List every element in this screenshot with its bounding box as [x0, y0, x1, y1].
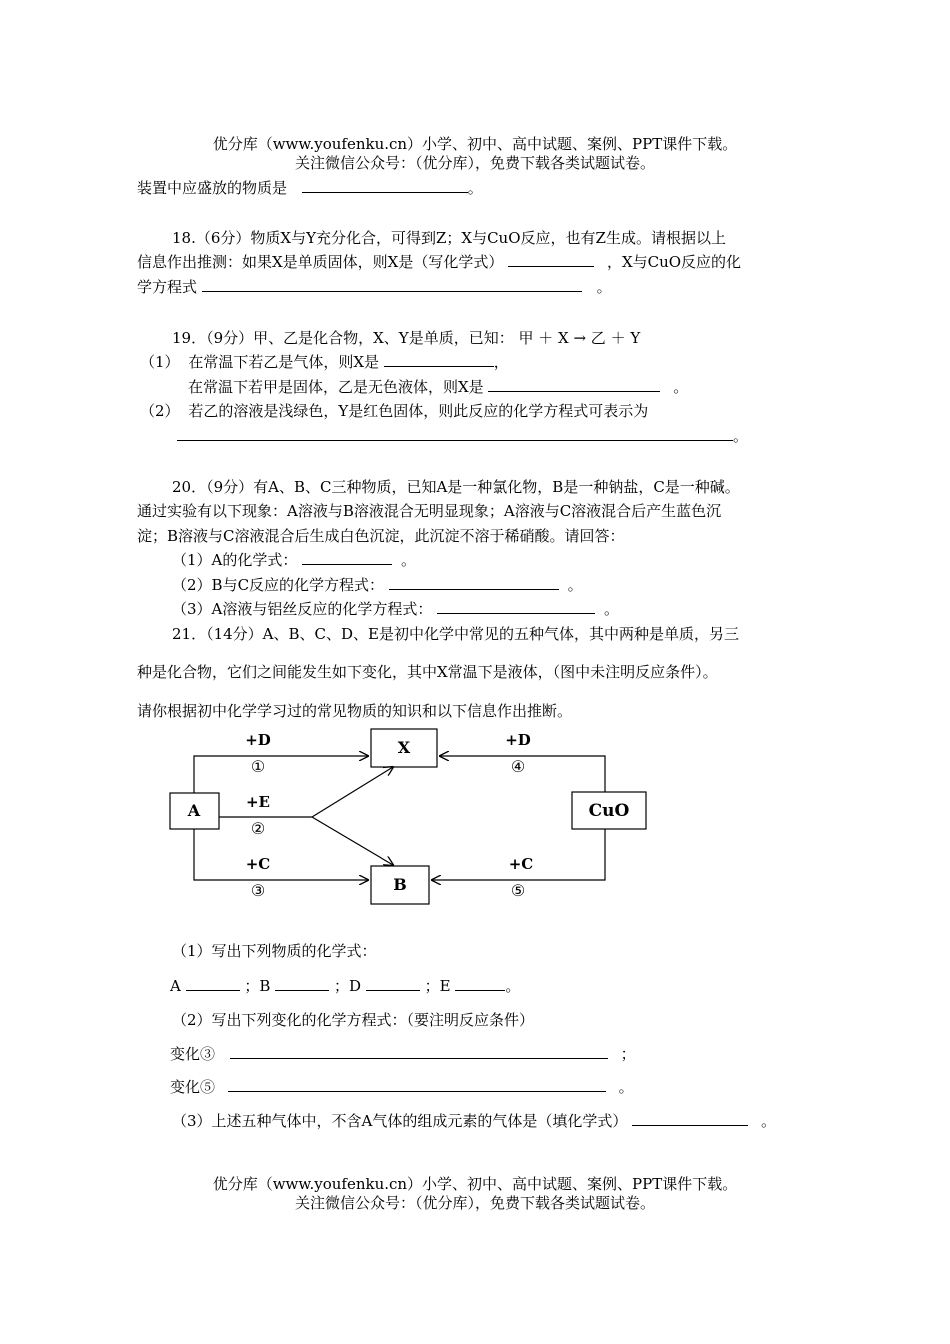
change3-end: ； — [620, 1045, 636, 1063]
reagent-2: +E — [245, 793, 271, 811]
box-x-label: X — [397, 738, 411, 757]
q20-line2: 通过实验有以下现象：A溶液与B溶液混合无明显现象；A溶液与C溶液混合后产生蓝色沉 — [137, 502, 722, 520]
q19-p2-text: 若乙的溶液是浅绿色，Y是红色固体，则此反应的化学方程式可表示为 — [188, 402, 649, 420]
reagent-5: +C — [508, 855, 534, 873]
fill-d-label: ；D — [334, 977, 362, 995]
change5-end: 。 — [618, 1078, 634, 1096]
q21-s3-end: 。 — [760, 1112, 776, 1130]
q19-p1b-end: 。 — [673, 378, 689, 396]
q21-fill-row — [170, 976, 520, 996]
reagent-3: +C — [245, 855, 271, 873]
fill-end: 。 — [505, 977, 521, 995]
page-header-line1: 优分库（www.youfenku.cn）小学、初中、高中试题、案例、PPT课件下载。 — [212, 135, 738, 153]
q19-line1: 19．（9分）甲、乙是化合物，X、Y是单质，已知： 甲 ＋ X → 乙 ＋ Y — [172, 329, 641, 347]
arrow-a-to-b — [194, 829, 368, 880]
q19-p1a-text: 在常温下若乙是气体，则X是 — [188, 353, 380, 371]
arrow-split-to-x — [312, 767, 393, 817]
q19-p1a-end: ， — [493, 353, 509, 371]
q20-s2-text: （2）B与C反应的化学方程式： — [172, 576, 385, 594]
answer-blank[interactable] — [455, 976, 505, 991]
q18-line2b: ，X与CuO反应的化 — [606, 253, 742, 271]
page-header-line2: 关注微信公众号：（优分库），免费下载各类试题试卷。 — [294, 154, 655, 172]
answer-blank[interactable] — [228, 1077, 606, 1092]
box-b-label: B — [393, 875, 407, 894]
q17-tail-text: 装置中应盛放的物质是 — [137, 179, 288, 197]
q20-s1-end: 。 — [400, 551, 416, 569]
q19-p2-end: 。 — [733, 427, 749, 445]
q21-line1: 21．（14分）A、B、C、D、E是初中化学中常见的五种气体，其中两种是单质，另三 — [172, 625, 739, 643]
step-5: ⑤ — [510, 881, 526, 900]
q21-change3 — [170, 1044, 636, 1064]
q21-s3-text: （3）上述五种气体中，不含A气体的组成元素的气体是（填化学式） — [172, 1112, 628, 1130]
arrow-a-to-x — [194, 756, 368, 793]
fill-a-label: A — [170, 977, 181, 995]
step-3: ③ — [250, 881, 266, 900]
fill-e-label: ；E — [424, 977, 451, 995]
q20-s3-text: （3）A溶液与铝丝反应的化学方程式： — [172, 600, 433, 618]
q19-p1b-text: 在常温下若甲是固体，乙是无色液体，则X是 — [188, 378, 484, 396]
answer-blank[interactable] — [275, 976, 329, 991]
q20-line3: 淀；B溶液与C溶液混合后生成白色沉淀，此沉淀不溶于稀硝酸。请回答： — [137, 527, 625, 545]
q21-change5 — [170, 1077, 634, 1097]
reagent-1: +D — [245, 731, 271, 749]
page-footer-line1: 优分库（www.youfenku.cn）小学、初中、高中试题、案例、PPT课件下载。 — [212, 1175, 738, 1193]
reagent-4: +D — [505, 731, 531, 749]
q17-tail-end: 。 — [467, 179, 483, 197]
q20-s3-end: 。 — [603, 600, 619, 618]
q18-line3a: 学方程式 — [137, 278, 198, 296]
q21-line2: 种是化合物，它们之间能发生如下变化，其中X常温下是液体，（图中未注明反应条件）。 — [137, 663, 718, 681]
page-footer-line2: 关注微信公众号：（优分库），免费下载各类试题试卷。 — [294, 1194, 655, 1212]
step-1: ① — [250, 757, 266, 776]
arrow-split-to-b — [312, 817, 393, 865]
answer-blank[interactable] — [632, 1111, 748, 1126]
change5-label: 变化⑤ — [170, 1078, 216, 1096]
q20-line1: 20．（9分）有A、B、C三种物质，已知A是一种氯化物，B是一种钠盐，C是一种碱。 — [172, 478, 740, 496]
answer-blank[interactable] — [366, 976, 420, 991]
step-4: ④ — [510, 757, 526, 776]
q20-s2-end: 。 — [567, 576, 583, 594]
q18-line1: 18.（6分）物质X与Y充分化合，可得到Z；X与CuO反应，也有Z生成。请根据以上 — [172, 229, 726, 247]
change3-label: 变化③ — [170, 1045, 216, 1063]
q19-p1-num: （1） — [140, 353, 180, 371]
q21-s2: （2）写出下列变化的化学方程式：（要注明反应条件） — [172, 1011, 535, 1029]
q18-line2a: 信息作出推测：如果X是单质固体，则X是（写化学式） — [137, 253, 504, 271]
answer-blank[interactable] — [186, 976, 240, 991]
fill-b-label: ；B — [244, 977, 271, 995]
q21-line3: 请你根据初中化学学习过的常见物质的知识和以下信息作出推断。 — [137, 702, 573, 720]
step-2: ② — [250, 819, 266, 838]
q21-s1: （1）写出下列物质的化学式： — [172, 942, 377, 960]
box-a-label: A — [187, 801, 201, 820]
q18-line3b: 。 — [596, 278, 612, 296]
q21-s3 — [172, 1111, 776, 1131]
box-cuo-label: CuO — [588, 801, 630, 821]
answer-blank[interactable] — [230, 1044, 608, 1059]
q19-p2-num: （2） — [140, 402, 180, 420]
q20-s1-text: （1）A的化学式： — [172, 551, 298, 569]
